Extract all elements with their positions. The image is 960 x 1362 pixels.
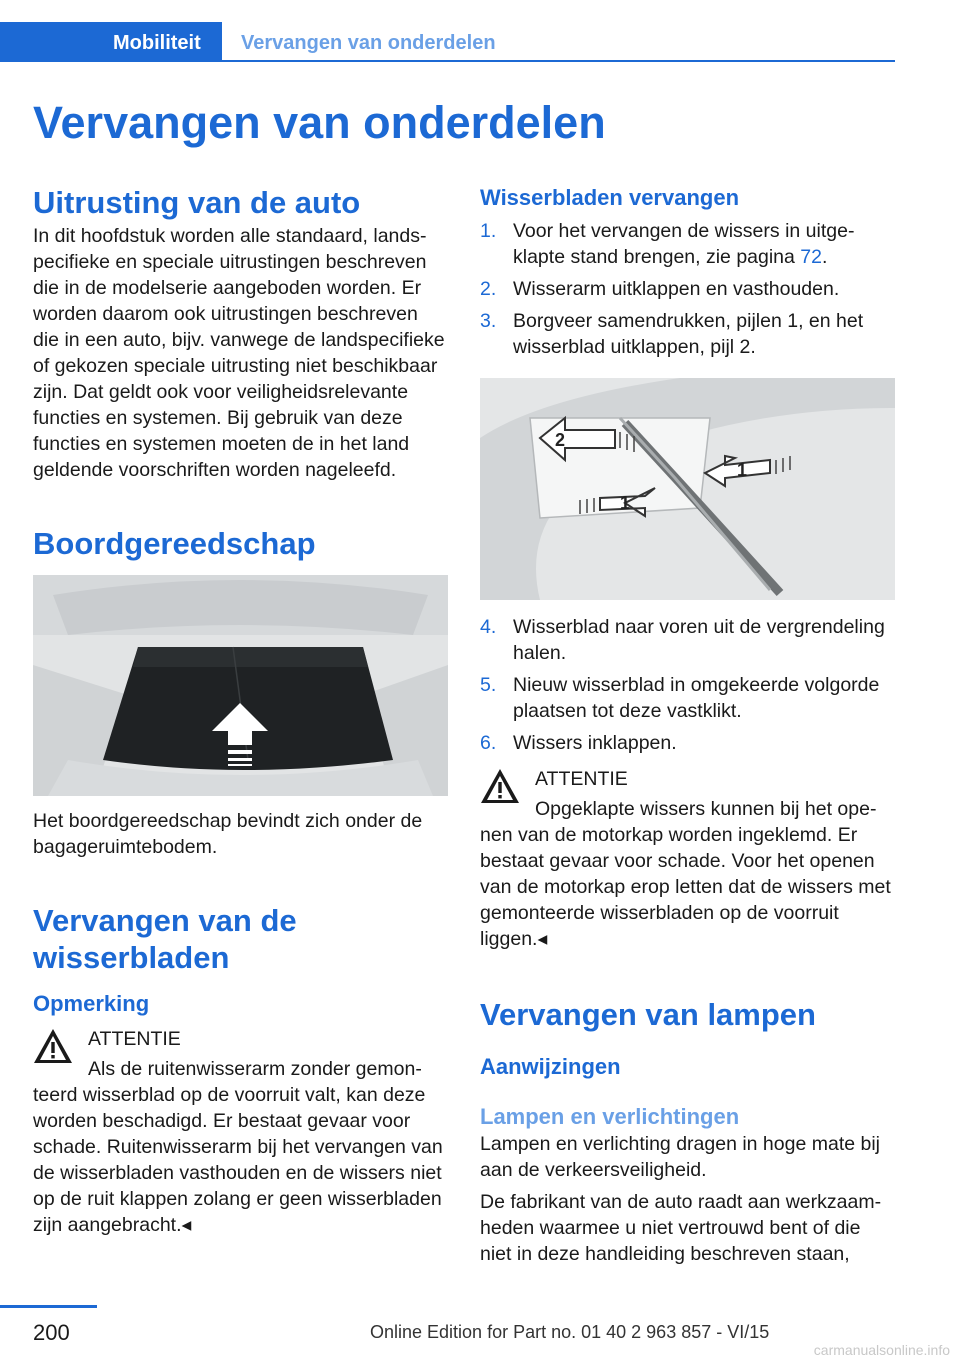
page-number: 200 — [33, 1320, 70, 1345]
step-text: Wisserblad naar voren uit de vergrendeling halen. — [513, 616, 885, 664]
step-number: 4. — [480, 616, 497, 638]
page-title: Vervangen van onderdelen — [33, 97, 606, 148]
step-tail: . — [822, 246, 828, 268]
step-text: Nieuw wisserblad in omgekeerde volgorde plaatsen tot deze vastklikt. — [513, 674, 880, 722]
edition-text: Online Edition for Part no. 01 40 2 963 857 - VI/15 — [370, 1322, 770, 1342]
footer-rule — [0, 1305, 97, 1308]
step-text: Borgveer samendrukken, pijlen 1, en het wisserblad uitklappen, pijl 2. — [513, 310, 864, 358]
chapter-tab-label: Mobiliteit — [113, 32, 201, 54]
page-header — [0, 0, 895, 62]
step-number: 2. — [480, 278, 497, 300]
lamps-heading: Vervangen van lampen — [480, 997, 816, 1032]
watermark: carmanualsonline.info — [813, 1342, 950, 1358]
lamps-p1: Lampen en verlichting dragen in hoge mate bij aan de verkeersveiligheid. — [480, 1133, 881, 1181]
right-column — [480, 180, 895, 1267]
step-number: 3. — [480, 310, 497, 332]
toolkit-caption: Het boordgereedschap bevindt zich onder de bagageruimtebodem. — [33, 810, 423, 858]
list-item — [480, 308, 895, 360]
figure-label-1b: 1 — [620, 493, 631, 513]
wiper-image — [480, 378, 895, 600]
replace-heading: Wisserbladen vervangen — [480, 185, 740, 210]
trunk-illustration — [33, 575, 448, 796]
section-breadcrumb: Vervangen van onderdelen — [241, 32, 496, 54]
figure-label-1: 1 — [737, 460, 748, 480]
list-item — [480, 672, 895, 724]
warning-title: ATTENTIE — [88, 1028, 181, 1050]
equipment-body: In dit hoofdstuk worden alle standaard, landspecifieke en speciale uitrustingen beschreven die in de modelserie aangeboden worden. Er worden daarom ook uitrustingen beschreven die in een auto, bijv. vanwege de landspecifieke of gekozen speciale uitrusting niet beschikbaar zijn. Dat geldt ook voor veiligheidsrelevante functies en systemen. Bij gebruik van deze functies en systemen moeten de in het land geldende voorschriften worden nageleefd. — [33, 225, 445, 481]
toolkit-heading: Boordgereedschap — [33, 526, 316, 561]
left-column — [33, 180, 448, 1238]
warning-title: ATTENTIE — [535, 768, 628, 790]
list-item — [480, 218, 895, 270]
wiper-warning — [33, 1026, 448, 1238]
list-item — [480, 614, 895, 666]
figure-label-2: 2 — [555, 430, 566, 450]
lamps-p2: De fabrikant van de auto raadt aan werkzaamheden waarmee u niet vertrouwd bent of die niet in deze handleiding beschreven staan, — [480, 1191, 882, 1265]
wiper-illustration — [480, 378, 895, 600]
step-text: Wisserarm uitklappen en vasthouden. — [513, 278, 840, 300]
step-number: 6. — [480, 732, 497, 754]
header-rule — [222, 60, 895, 62]
step-text: Voor het vervangen de wissers in uitgeklapte stand brengen, zie pagina — [513, 220, 855, 268]
notes-subheading: Aanwijzingen — [480, 1054, 621, 1079]
equipment-heading: Uitrusting van de auto — [33, 185, 361, 220]
warning-body: Als de ruitenwisserarm zonder gemonteerd wisserblad op de voorruit valt, kan deze worden beschadigd. Er bestaat gevaar voor schade. Ruitenwisserarm bij het vervangen van de wisserbladen vasthouden en de wissers niet op de ruit klappen zolang er geen wisserbladen zijn aangebracht.◂ — [33, 1058, 443, 1236]
warning-body: Opgeklapte wissers kunnen bij het openen van de motorkap worden ingeklemd. Er bestaat gevaar voor schade. Voor het openen van de motorkap erop letten dat de wissers met gemonteerde wisserbladen op de voorruit liggen.◂ — [480, 798, 891, 950]
step-text: Wissers inklappen. — [513, 732, 677, 754]
page-link[interactable]: 72 — [800, 246, 822, 268]
steps-list-b — [480, 614, 895, 756]
list-item — [480, 276, 895, 302]
note-subheading: Opmerking — [33, 991, 150, 1016]
lights-subheading: Lampen en verlichtingen — [480, 1104, 740, 1129]
hood-warning — [480, 766, 895, 952]
trunk-image — [33, 575, 448, 796]
warning-triangle-icon — [33, 1028, 73, 1064]
wipers-heading: Vervangen van de wisserbladen — [33, 903, 297, 975]
step-number: 1. — [480, 220, 497, 242]
warning-triangle-icon — [480, 768, 520, 804]
list-item — [480, 730, 895, 756]
step-number: 5. — [480, 674, 497, 696]
steps-list-a — [480, 218, 895, 360]
